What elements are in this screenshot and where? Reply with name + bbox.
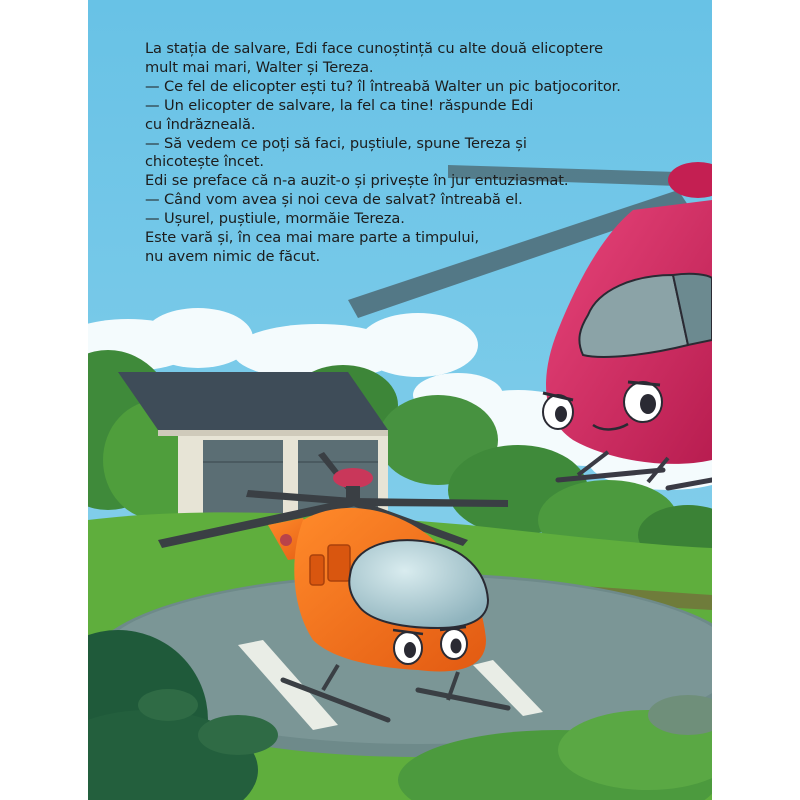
story-line: La stația de salvare, Edi face cunoștință cu alte două elicoptere	[145, 40, 604, 57]
story-line: nu avem nimic de făcut.	[145, 247, 321, 265]
story-line: — Când vom avea și noi ceva de salvat? întreabă el.	[145, 191, 523, 209]
story-line: Este vară și, în cea mai mare parte a timpului,	[145, 229, 480, 247]
story-line: mult mai mari, Walter și Tereza.	[145, 58, 374, 76]
story-line: — Să vedem ce poți să faci, puștiule, spune Tereza și	[145, 134, 527, 152]
book-page	[88, 0, 712, 800]
story-line: — Ușurel, puștiule, mormăie Tereza.	[145, 210, 405, 228]
story-line: Edi se preface că n-a auzit-o și privește în jur entuziasmat.	[145, 172, 569, 190]
story-line: chicotește încet.	[145, 153, 264, 171]
story-line: cu îndrăzneală.	[145, 115, 256, 133]
story-line: — Un elicopter de salvare, la fel ca tine! răspunde Edi	[145, 96, 534, 114]
story-text	[145, 40, 621, 267]
story-line: — Ce fel de elicopter ești tu? îl întreabă Walter un pic batjocoritor.	[145, 77, 621, 95]
